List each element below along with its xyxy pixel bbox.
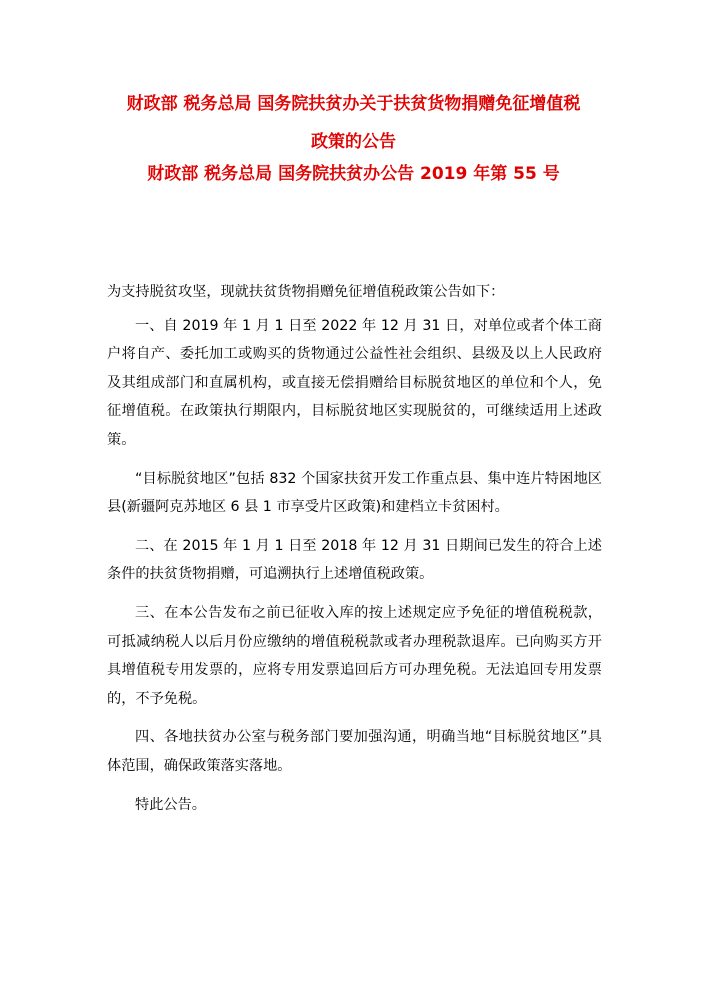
paragraph-2: 二、在 2015 年 1 月 1 日至 2018 年 12 月 31 日期间已发生的符合上述条件的扶贫货物捐赠，可追溯执行上述增值税政策。: [107, 537, 602, 583]
paragraph-4: 四、各地扶贫办公室与税务部门要加强沟通，明确当地“目标脱贫地区”具体范围，确保政策落实落地。: [107, 729, 602, 774]
paragraph-3: 三、在本公告发布之前已征收入库的按上述规定应予免征的增值税税款，可抵减纳税人以后月份应缴纳的增值税税款或者办理税款退库。已向购买方开具增值税专用发票的，应将专用发票追回后方可办理免税。无法追回专用发票的，不予免税。: [107, 604, 602, 707]
paragraph-1-definition: “目标脱贫地区”包括 832 个国家扶贫开发工作重点县、集中连片特困地区县(新疆阿克苏地区 6 县 1 市享受片区政策)和建档立卡贫困村。: [107, 470, 602, 516]
title-line-1: 财政部 税务总局 国务院扶贫办关于扶贫货物捐赠免征增值税: [126, 94, 581, 114]
title-line-2: 政策的公告: [311, 132, 396, 152]
paragraph-1: 一、自 2019 年 1 月 1 日至 2022 年 12 月 31 日，对单位或者个体工商户将自产、委托加工或购买的货物通过公益性社会组织、县级及以上人民政府及其组成部门和直属机构，或直接无偿捐赠给目标脱贫地区的单位和个人，免征增值税。在政策执行期限内，目标脱贫地区实现脱贫的，可继续适用上述政策。: [107, 317, 602, 448]
intro-paragraph: 为支持脱贫攻坚，现就扶贫货物捐赠免征增值税政策公告如下：: [107, 284, 505, 300]
document-title: [0, 88, 707, 190]
closing-text: 特此公告。: [135, 796, 206, 813]
document-body: [107, 278, 602, 829]
announcement-number: 财政部 税务总局 国务院扶贫办公告 2019 年第 55 号: [147, 164, 560, 184]
